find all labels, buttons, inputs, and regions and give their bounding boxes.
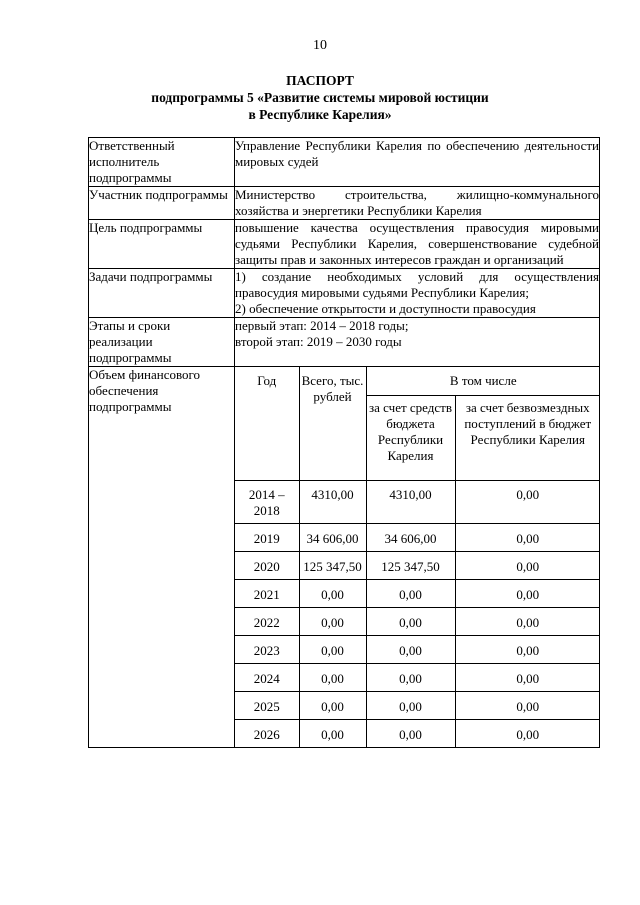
- finance-cell: [235, 367, 600, 748]
- header-including: В том числе: [366, 367, 600, 396]
- row-label: Участник подпрограммы: [89, 187, 235, 220]
- cell-total: 0,00: [299, 720, 366, 748]
- task-line-2: 2) обеспечение открытости и доступности правосудия: [235, 301, 536, 316]
- finance-table: [235, 367, 600, 747]
- cell-budget: 0,00: [366, 664, 455, 692]
- row-stages: [89, 318, 600, 367]
- finance-header-row-1: [235, 367, 600, 396]
- cell-year: 2023: [235, 636, 299, 664]
- cell-budget: 125 347,50: [366, 552, 455, 580]
- row-value: Министерство строительства, жилищно-коммунального хозяйства и энергетики Республики Карелия: [235, 187, 599, 218]
- row-tasks: [89, 269, 600, 318]
- passport-table: [88, 137, 600, 748]
- cell-gratuitous: 0,00: [455, 720, 600, 748]
- stage-line-2: второй этап: 2019 – 2030 годы: [235, 334, 402, 349]
- cell-total: 0,00: [299, 692, 366, 720]
- task-line-1: 1) создание необходимых условий для осуществления правосудия мировыми судьями Республики Карелия;: [235, 269, 599, 300]
- row-value: [235, 269, 600, 318]
- row-finance: [89, 367, 600, 748]
- table-row: [235, 692, 600, 720]
- table-row: [235, 720, 600, 748]
- cell-year: 2021: [235, 580, 299, 608]
- table-row: [235, 580, 600, 608]
- cell-gratuitous: 0,00: [455, 580, 600, 608]
- table-row: [235, 524, 600, 552]
- cell-budget: 0,00: [366, 636, 455, 664]
- table-row: [235, 608, 600, 636]
- table-row: [235, 552, 600, 580]
- row-value: Управление Республики Карелия по обеспечению деятельности мировых судей: [235, 138, 600, 187]
- cell-gratuitous: 0,00: [455, 664, 600, 692]
- row-label: Объем финансового обеспечения подпрограммы: [89, 367, 235, 748]
- cell-year: 2024: [235, 664, 299, 692]
- document-title: [0, 72, 640, 123]
- row-label: Цель подпрограммы: [89, 220, 235, 269]
- header-year: Год: [235, 367, 299, 481]
- cell-total: 0,00: [299, 636, 366, 664]
- cell-year: 2019: [235, 524, 299, 552]
- title-line-3: в Республике Карелия»: [248, 107, 392, 122]
- row-value: [235, 318, 600, 367]
- cell-gratuitous: 0,00: [455, 692, 600, 720]
- cell-budget: 0,00: [366, 692, 455, 720]
- row-value: повышение качества осуществления правосудия мировыми судьями Республики Карелия, совершенствование судебной защиты прав и законных интересов граждан и организаций: [235, 220, 599, 267]
- row-participant: [89, 187, 600, 220]
- cell-gratuitous: 0,00: [455, 524, 600, 552]
- cell-total: 0,00: [299, 664, 366, 692]
- cell-year: 2025: [235, 692, 299, 720]
- title-line-1: ПАСПОРТ: [286, 73, 354, 88]
- row-responsible: [89, 138, 600, 187]
- title-line-2: подпрограммы 5 «Развитие системы мировой юстиции: [151, 90, 489, 105]
- header-budget: за счет средств бюджета Республики Карелия: [366, 396, 455, 481]
- cell-budget: 0,00: [366, 608, 455, 636]
- row-label: Ответственный исполнитель подпрограммы: [89, 138, 235, 187]
- row-label: Задачи подпрограммы: [89, 269, 235, 318]
- row-label: Этапы и сроки реализации подпрограммы: [89, 318, 235, 367]
- cell-year: 2026: [235, 720, 299, 748]
- table-row: [235, 636, 600, 664]
- cell-budget: 4310,00: [366, 481, 455, 524]
- cell-gratuitous: 0,00: [455, 481, 600, 524]
- table-row: [235, 481, 600, 524]
- cell-total: 4310,00: [299, 481, 366, 524]
- cell-budget: 0,00: [366, 580, 455, 608]
- page-number: 10: [313, 38, 327, 53]
- row-goal: [89, 220, 600, 269]
- cell-total: 125 347,50: [299, 552, 366, 580]
- cell-total: 0,00: [299, 608, 366, 636]
- cell-year: 2014 – 2018: [235, 481, 299, 524]
- cell-year: 2022: [235, 608, 299, 636]
- header-gratuitous: за счет безвозмездных поступлений в бюджет Республики Карелия: [455, 396, 600, 481]
- cell-gratuitous: 0,00: [455, 552, 600, 580]
- cell-budget: 34 606,00: [366, 524, 455, 552]
- cell-year: 2020: [235, 552, 299, 580]
- cell-gratuitous: 0,00: [455, 608, 600, 636]
- stage-line-1: первый этап: 2014 – 2018 годы;: [235, 318, 409, 333]
- cell-total: 34 606,00: [299, 524, 366, 552]
- cell-budget: 0,00: [366, 720, 455, 748]
- table-row: [235, 664, 600, 692]
- header-total: Всего, тыс. рублей: [299, 367, 366, 481]
- cell-gratuitous: 0,00: [455, 636, 600, 664]
- cell-total: 0,00: [299, 580, 366, 608]
